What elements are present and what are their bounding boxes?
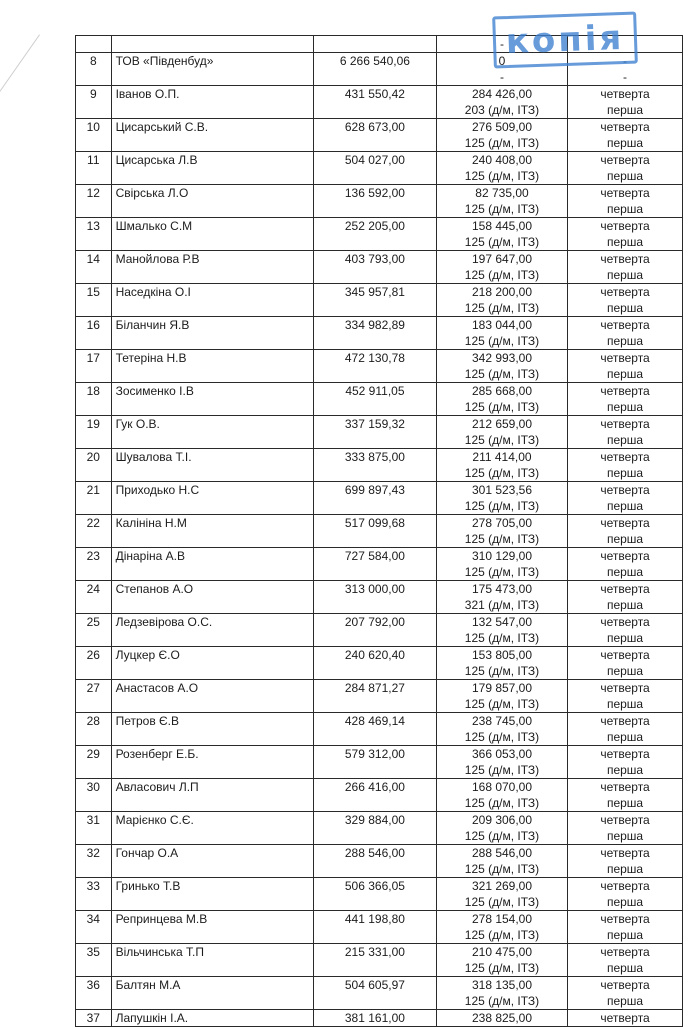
cell-floor-line2: перша (606, 796, 644, 810)
cell-name: Наседкіна О.І (111, 284, 313, 317)
cell-floor (568, 647, 683, 680)
cell-name: Зосименко І.В (111, 383, 313, 416)
cell-floor-line2: перша (606, 730, 644, 744)
cell-num (76, 36, 112, 53)
cell-num: 16 (76, 317, 112, 350)
cell-area-line1: 278 154,00 (471, 912, 533, 926)
cell-floor (568, 713, 683, 746)
cell-area (436, 383, 567, 416)
cell-num: 30 (76, 779, 112, 812)
table-row (76, 416, 683, 449)
cell-floor-line2: перша (606, 532, 644, 546)
cell-floor-line2: перша (606, 169, 644, 183)
cell-num: 19 (76, 416, 112, 449)
cell-floor-line1: четверта (600, 879, 650, 893)
cell-floor (568, 152, 683, 185)
cell-sum: 345 957,81 (313, 284, 436, 317)
cell-name: Авласович Л.П (111, 779, 313, 812)
cell-num: 36 (76, 977, 112, 1010)
cell-floor (568, 746, 683, 779)
cell-area-line1: 82 735,00 (475, 186, 529, 200)
cell-floor-line2: перша (606, 400, 644, 414)
cell-floor-line2: перша (606, 697, 644, 711)
cell-area (436, 977, 567, 1010)
cell-area-line1: 285 668,00 (471, 384, 533, 398)
table-row (76, 746, 683, 779)
table-row (76, 614, 683, 647)
cell-area: - (436, 36, 567, 53)
cell-floor-line2: перша (606, 466, 644, 480)
cell-area-line1: 278 705,00 (471, 516, 533, 530)
cell-name: Лапушкін І.А. (111, 1010, 313, 1027)
cell-name: Іванов О.П. (111, 86, 313, 119)
cell-num: 8 (76, 53, 112, 86)
table-row (76, 548, 683, 581)
cell-floor-line1: четверта (600, 450, 650, 464)
page-fold-edge (0, 0, 40, 101)
cell-floor-line1: четверта (600, 120, 650, 134)
cell-sum: 337 159,32 (313, 416, 436, 449)
cell-area-line1: 218 200,00 (471, 285, 533, 299)
cell-name: Степанов А.О (111, 581, 313, 614)
cell-sum: 579 312,00 (313, 746, 436, 779)
cell-area-line1: 342 993,00 (471, 351, 533, 365)
cell-floor-line1: четверта (600, 153, 650, 167)
cell-floor (568, 779, 683, 812)
cell-floor-line2: перша (606, 334, 644, 348)
cell-floor-line2: перша (606, 499, 644, 513)
cell-floor (568, 185, 683, 218)
cell-area-line2: 125 (д/м, ІТЗ) (464, 301, 540, 315)
cell-sum: 215 331,00 (313, 944, 436, 977)
cell-floor-line1: четверта (600, 252, 650, 266)
cell-floor-line1: четверта (600, 351, 650, 365)
cell-name: Гук О.В. (111, 416, 313, 449)
cell-num: 20 (76, 449, 112, 482)
cell-area-line2: 125 (д/м, ІТЗ) (464, 367, 540, 381)
cell-floor-line1: четверта (600, 483, 650, 497)
cell-floor-line1: четверта (600, 615, 650, 629)
cell-floor-line1: четверта (600, 780, 650, 794)
cell-area (436, 944, 567, 977)
cell-floor (568, 383, 683, 416)
cell-sum: 517 099,68 (313, 515, 436, 548)
cell-area-line2: - (500, 70, 504, 84)
cell-floor-line2: перша (606, 136, 644, 150)
cell-area-line2: 125 (д/м, ІТЗ) (464, 631, 540, 645)
cell-name: Гончар О.А (111, 845, 313, 878)
cell-floor: четверта (568, 1010, 683, 1027)
cell-area-line2: 125 (д/м, ІТЗ) (464, 763, 540, 777)
cell-area-line1: 366 053,00 (471, 747, 533, 761)
cell-floor-line2: перша (606, 994, 644, 1008)
copy-stamp: копія (492, 12, 638, 69)
cell-num: 32 (76, 845, 112, 878)
table-row (76, 878, 683, 911)
cell-num: 10 (76, 119, 112, 152)
cell-num: 22 (76, 515, 112, 548)
cell-area: 238 825,00 (436, 1010, 567, 1027)
table-row (76, 911, 683, 944)
cell-area-line1: 197 647,00 (471, 252, 533, 266)
cell-area-line1: 132 547,00 (471, 615, 533, 629)
cell-floor-line2: перша (606, 895, 644, 909)
table-row (76, 944, 683, 977)
table-row (76, 977, 683, 1010)
cell-floor-line1: - (623, 54, 628, 68)
cell-num: 37 (76, 1010, 112, 1027)
cell-sum: 431 550,42 (313, 86, 436, 119)
cell-sum: 441 198,80 (313, 911, 436, 944)
cell-sum (313, 36, 436, 53)
cell-floor-line1: четверта (600, 813, 650, 827)
cell-area (436, 581, 567, 614)
table-row (76, 185, 683, 218)
cell-area-line1: 212 659,00 (471, 417, 533, 431)
cell-num: 26 (76, 647, 112, 680)
cell-name: Гринько Т.В (111, 878, 313, 911)
cell-area (436, 317, 567, 350)
cell-sum: 727 584,00 (313, 548, 436, 581)
cell-sum: 284 871,27 (313, 680, 436, 713)
cell-name: Тетеріна Н.В (111, 350, 313, 383)
cell-area-line1: 183 044,00 (471, 318, 533, 332)
cell-sum: 403 793,00 (313, 251, 436, 284)
table-row (76, 713, 683, 746)
cell-sum: 333 875,00 (313, 449, 436, 482)
cell-area-line1: 276 509,00 (471, 120, 533, 134)
cell-area-line1: 179 857,00 (471, 681, 533, 695)
cell-sum: 452 911,05 (313, 383, 436, 416)
cell-sum: 266 416,00 (313, 779, 436, 812)
cell-area-line2: 125 (д/м, ІТЗ) (464, 928, 540, 942)
cell-floor-line2: перша (606, 961, 644, 975)
cell-area (436, 152, 567, 185)
cell-num: 34 (76, 911, 112, 944)
cell-area (436, 845, 567, 878)
cell-area-line2: 125 (д/м, ІТЗ) (464, 235, 540, 249)
cell-area (436, 416, 567, 449)
cell-floor-line2: перша (606, 565, 644, 579)
cell-num: 11 (76, 152, 112, 185)
cell-area (436, 878, 567, 911)
cell-sum: 207 792,00 (313, 614, 436, 647)
table-row (76, 383, 683, 416)
table-row (76, 845, 683, 878)
cell-floor-line1: четверта (600, 417, 650, 431)
cell-sum: 313 000,00 (313, 581, 436, 614)
cell-area-line2: 125 (д/м, ІТЗ) (464, 268, 540, 282)
cell-name: Анастасов А.О (111, 680, 313, 713)
cell-area (436, 779, 567, 812)
cell-floor-line1: четверта (600, 285, 650, 299)
cell-floor (568, 284, 683, 317)
cell-floor (568, 977, 683, 1010)
cell-name: Луцкер Є.О (111, 647, 313, 680)
cell-floor-line2: перша (606, 631, 644, 645)
cell-area-line2: 125 (д/м, ІТЗ) (464, 697, 540, 711)
cell-area (436, 680, 567, 713)
cell-area-line2: 321 (д/м, ІТЗ) (464, 598, 540, 612)
cell-floor-line1: четверта (600, 714, 650, 728)
cell-floor-line2: перша (606, 301, 644, 315)
cell-name: Марієнко С.Є. (111, 812, 313, 845)
cell-sum: 6 266 540,06 (313, 53, 436, 86)
cell-floor-line2: перша (606, 268, 644, 282)
cell-floor-line1: четверта (600, 219, 650, 233)
cell-area-line2: 125 (д/м, ІТЗ) (464, 499, 540, 513)
cell-name: Калініна Н.М (111, 515, 313, 548)
cell-area-line2: 125 (д/м, ІТЗ) (464, 169, 540, 183)
cell-area-line2: 125 (д/м, ІТЗ) (464, 433, 540, 447)
cell-floor (568, 911, 683, 944)
cell-sum: 381 161,00 (313, 1010, 436, 1027)
cell-area-line1: 211 414,00 (472, 450, 532, 464)
cell-area (436, 713, 567, 746)
cell-sum: 288 546,00 (313, 845, 436, 878)
cell-num: 18 (76, 383, 112, 416)
cell-area-line1: 158 445,00 (471, 219, 533, 233)
cell-floor (568, 878, 683, 911)
cell-area (436, 185, 567, 218)
cell-name: Манойлова Р.В (111, 251, 313, 284)
cell-floor (568, 581, 683, 614)
table-row (76, 647, 683, 680)
payments-table (75, 35, 683, 1027)
cell-area (436, 548, 567, 581)
cell-area (436, 251, 567, 284)
cell-num: 21 (76, 482, 112, 515)
cell-area-line2: 125 (д/м, ІТЗ) (464, 829, 540, 843)
cell-area-line2: 125 (д/м, ІТЗ) (464, 334, 540, 348)
cell-area-line1: 288 546,00 (471, 846, 533, 860)
cell-floor (568, 812, 683, 845)
cell-name: Розенберг Е.Б. (111, 746, 313, 779)
cell-num: 25 (76, 614, 112, 647)
cell-sum: 504 027,00 (313, 152, 436, 185)
table-row (76, 350, 683, 383)
cell-floor (568, 482, 683, 515)
cell-area-line1: 284 426,00 (471, 87, 533, 101)
cell-floor-line1: четверта (600, 846, 650, 860)
table-row (76, 680, 683, 713)
cell-sum: 334 982,89 (313, 317, 436, 350)
cell-area-line1: 238 745,00 (471, 714, 533, 728)
cell-floor-line1: четверта (600, 681, 650, 695)
cell-floor (568, 119, 683, 152)
cell-floor (568, 845, 683, 878)
cell-floor-line1: четверта (600, 978, 650, 992)
cell-floor-line2: перша (606, 664, 644, 678)
table-row (76, 482, 683, 515)
cell-floor-line2: - (623, 70, 628, 84)
cell-sum: 329 884,00 (313, 812, 436, 845)
cell-sum: 136 592,00 (313, 185, 436, 218)
table-row (76, 812, 683, 845)
cell-num: 29 (76, 746, 112, 779)
cell-area-line2: 125 (д/м, ІТЗ) (464, 796, 540, 810)
cell-area-line1: 0 (498, 54, 506, 68)
table-row (76, 284, 683, 317)
cell-name: Цисарська Л.В (111, 152, 313, 185)
cell-name: ТОВ «Південбуд» (111, 53, 313, 86)
cell-sum: 240 620,40 (313, 647, 436, 680)
cell-num: 24 (76, 581, 112, 614)
cell-num: 13 (76, 218, 112, 251)
table-row (76, 152, 683, 185)
cell-area-line2: 125 (д/м, ІТЗ) (464, 136, 540, 150)
cell-floor-line2: перша (606, 829, 644, 843)
cell-num: 17 (76, 350, 112, 383)
cell-area-line1: 153 805,00 (471, 648, 533, 662)
cell-name: Петров Є.В (111, 713, 313, 746)
cell-floor-line2: перша (606, 862, 644, 876)
table-row (76, 218, 683, 251)
cell-floor-line2: перша (606, 928, 644, 942)
cell-area-line1: 175 473,00 (471, 582, 533, 596)
cell-floor (568, 317, 683, 350)
cell-area (436, 218, 567, 251)
cell-floor-line1: четверта (600, 186, 650, 200)
cell-area (436, 614, 567, 647)
cell-floor-line2: перша (606, 367, 644, 381)
cell-area-line2: 125 (д/м, ІТЗ) (464, 862, 540, 876)
cell-floor (568, 515, 683, 548)
cell-area-line1: 209 306,00 (471, 813, 533, 827)
cell-sum: 504 605,97 (313, 977, 436, 1010)
cell-floor-line2: перша (606, 598, 644, 612)
cell-area-line1: 210 475,00 (471, 945, 533, 959)
cell-floor (568, 548, 683, 581)
cell-num: 35 (76, 944, 112, 977)
cell-floor-line2: перша (606, 103, 644, 117)
cell-area-line1: 310 129,00 (471, 549, 533, 563)
table-row (76, 317, 683, 350)
cell-area (436, 515, 567, 548)
cell-area (436, 746, 567, 779)
cell-sum: 428 469,14 (313, 713, 436, 746)
cell-name: Шувалова Т.І. (111, 449, 313, 482)
cell-floor (568, 944, 683, 977)
cell-area-line2: 125 (д/м, ІТЗ) (464, 565, 540, 579)
cell-num: 14 (76, 251, 112, 284)
cell-area (436, 911, 567, 944)
cell-floor-line1: четверта (600, 747, 650, 761)
table-row (76, 515, 683, 548)
cell-floor (568, 680, 683, 713)
cell-floor-line1: четверта (600, 318, 650, 332)
cell-area (436, 647, 567, 680)
cell-area-line1: 318 135,00 (471, 978, 533, 992)
cell-area-line2: 125 (д/м, ІТЗ) (464, 895, 540, 909)
cell-name: Дінаріна А.В (111, 548, 313, 581)
cell-area-line2: 203 (д/м, ІТЗ) (464, 103, 540, 117)
cell-floor-line1: четверта (600, 945, 650, 959)
cell-floor (568, 449, 683, 482)
table-row (76, 449, 683, 482)
cell-floor-line1: четверта (600, 912, 650, 926)
cell-num: 12 (76, 185, 112, 218)
table-row (76, 779, 683, 812)
cell-floor-line1: четверта (600, 549, 650, 563)
cell-floor (568, 614, 683, 647)
cell-area-line1: 321 269,00 (471, 879, 533, 893)
cell-sum: 506 366,05 (313, 878, 436, 911)
cell-floor (568, 350, 683, 383)
cell-num: 33 (76, 878, 112, 911)
table-row (76, 251, 683, 284)
cell-sum: 699 897,43 (313, 482, 436, 515)
cell-name: Репринцева М.В (111, 911, 313, 944)
cell-area-line2: 125 (д/м, ІТЗ) (464, 961, 540, 975)
cell-floor-line1: четверта (600, 648, 650, 662)
cell-area-line2: 125 (д/м, ІТЗ) (464, 202, 540, 216)
cell-name: Вільчинська Т.П (111, 944, 313, 977)
cell-area (436, 350, 567, 383)
cell-num: 28 (76, 713, 112, 746)
cell-area (436, 86, 567, 119)
cell-floor-line2: перша (606, 763, 644, 777)
cell-area-line2: 125 (д/м, ІТЗ) (464, 994, 540, 1008)
cell-num: 15 (76, 284, 112, 317)
cell-area-line1: 168 070,00 (471, 780, 533, 794)
cell-sum: 628 673,00 (313, 119, 436, 152)
cell-area (436, 119, 567, 152)
cell-area-line1: 301 523,56 (471, 483, 533, 497)
cell-area (436, 449, 567, 482)
cell-area-line2: 125 (д/м, ІТЗ) (464, 466, 540, 480)
cell-area (436, 812, 567, 845)
cell-floor (568, 416, 683, 449)
cell-floor (568, 86, 683, 119)
cell-name: Приходько Н.С (111, 482, 313, 515)
cell-floor (568, 251, 683, 284)
cell-floor-line1: четверта (600, 87, 650, 101)
cell-num: 27 (76, 680, 112, 713)
cell-area-line2: 125 (д/м, ІТЗ) (464, 730, 540, 744)
cell-num: 23 (76, 548, 112, 581)
cell-floor-line2: перша (606, 235, 644, 249)
cell-name: Цисарський С.В. (111, 119, 313, 152)
cell-sum: 252 205,00 (313, 218, 436, 251)
cell-floor-line2: перша (606, 433, 644, 447)
cell-area-line2: 125 (д/м, ІТЗ) (464, 400, 540, 414)
cell-num: 9 (76, 86, 112, 119)
cell-name (111, 36, 313, 53)
cell-name: Біланчин Я.В (111, 317, 313, 350)
cell-name: Балтян М.А (111, 977, 313, 1010)
cell-sum: 472 130,78 (313, 350, 436, 383)
table-row (76, 119, 683, 152)
cell-area-line2: 125 (д/м, ІТЗ) (464, 664, 540, 678)
cell-name: Ледзевірова О.С. (111, 614, 313, 647)
cell-area-line2: 125 (д/м, ІТЗ) (464, 532, 540, 546)
cell-floor-line1: четверта (600, 582, 650, 596)
table-row (76, 86, 683, 119)
cell-area (436, 482, 567, 515)
cell-name: Свірська Л.О (111, 185, 313, 218)
cell-area-line1: 240 408,00 (471, 153, 533, 167)
cell-num: 31 (76, 812, 112, 845)
cell-name: Шмалько С.М (111, 218, 313, 251)
cell-floor-line1: четверта (600, 384, 650, 398)
cell-floor-line2: перша (606, 202, 644, 216)
cell-floor-line1: четверта (600, 516, 650, 530)
cell-floor (568, 218, 683, 251)
cell-area (436, 284, 567, 317)
table-row (76, 581, 683, 614)
